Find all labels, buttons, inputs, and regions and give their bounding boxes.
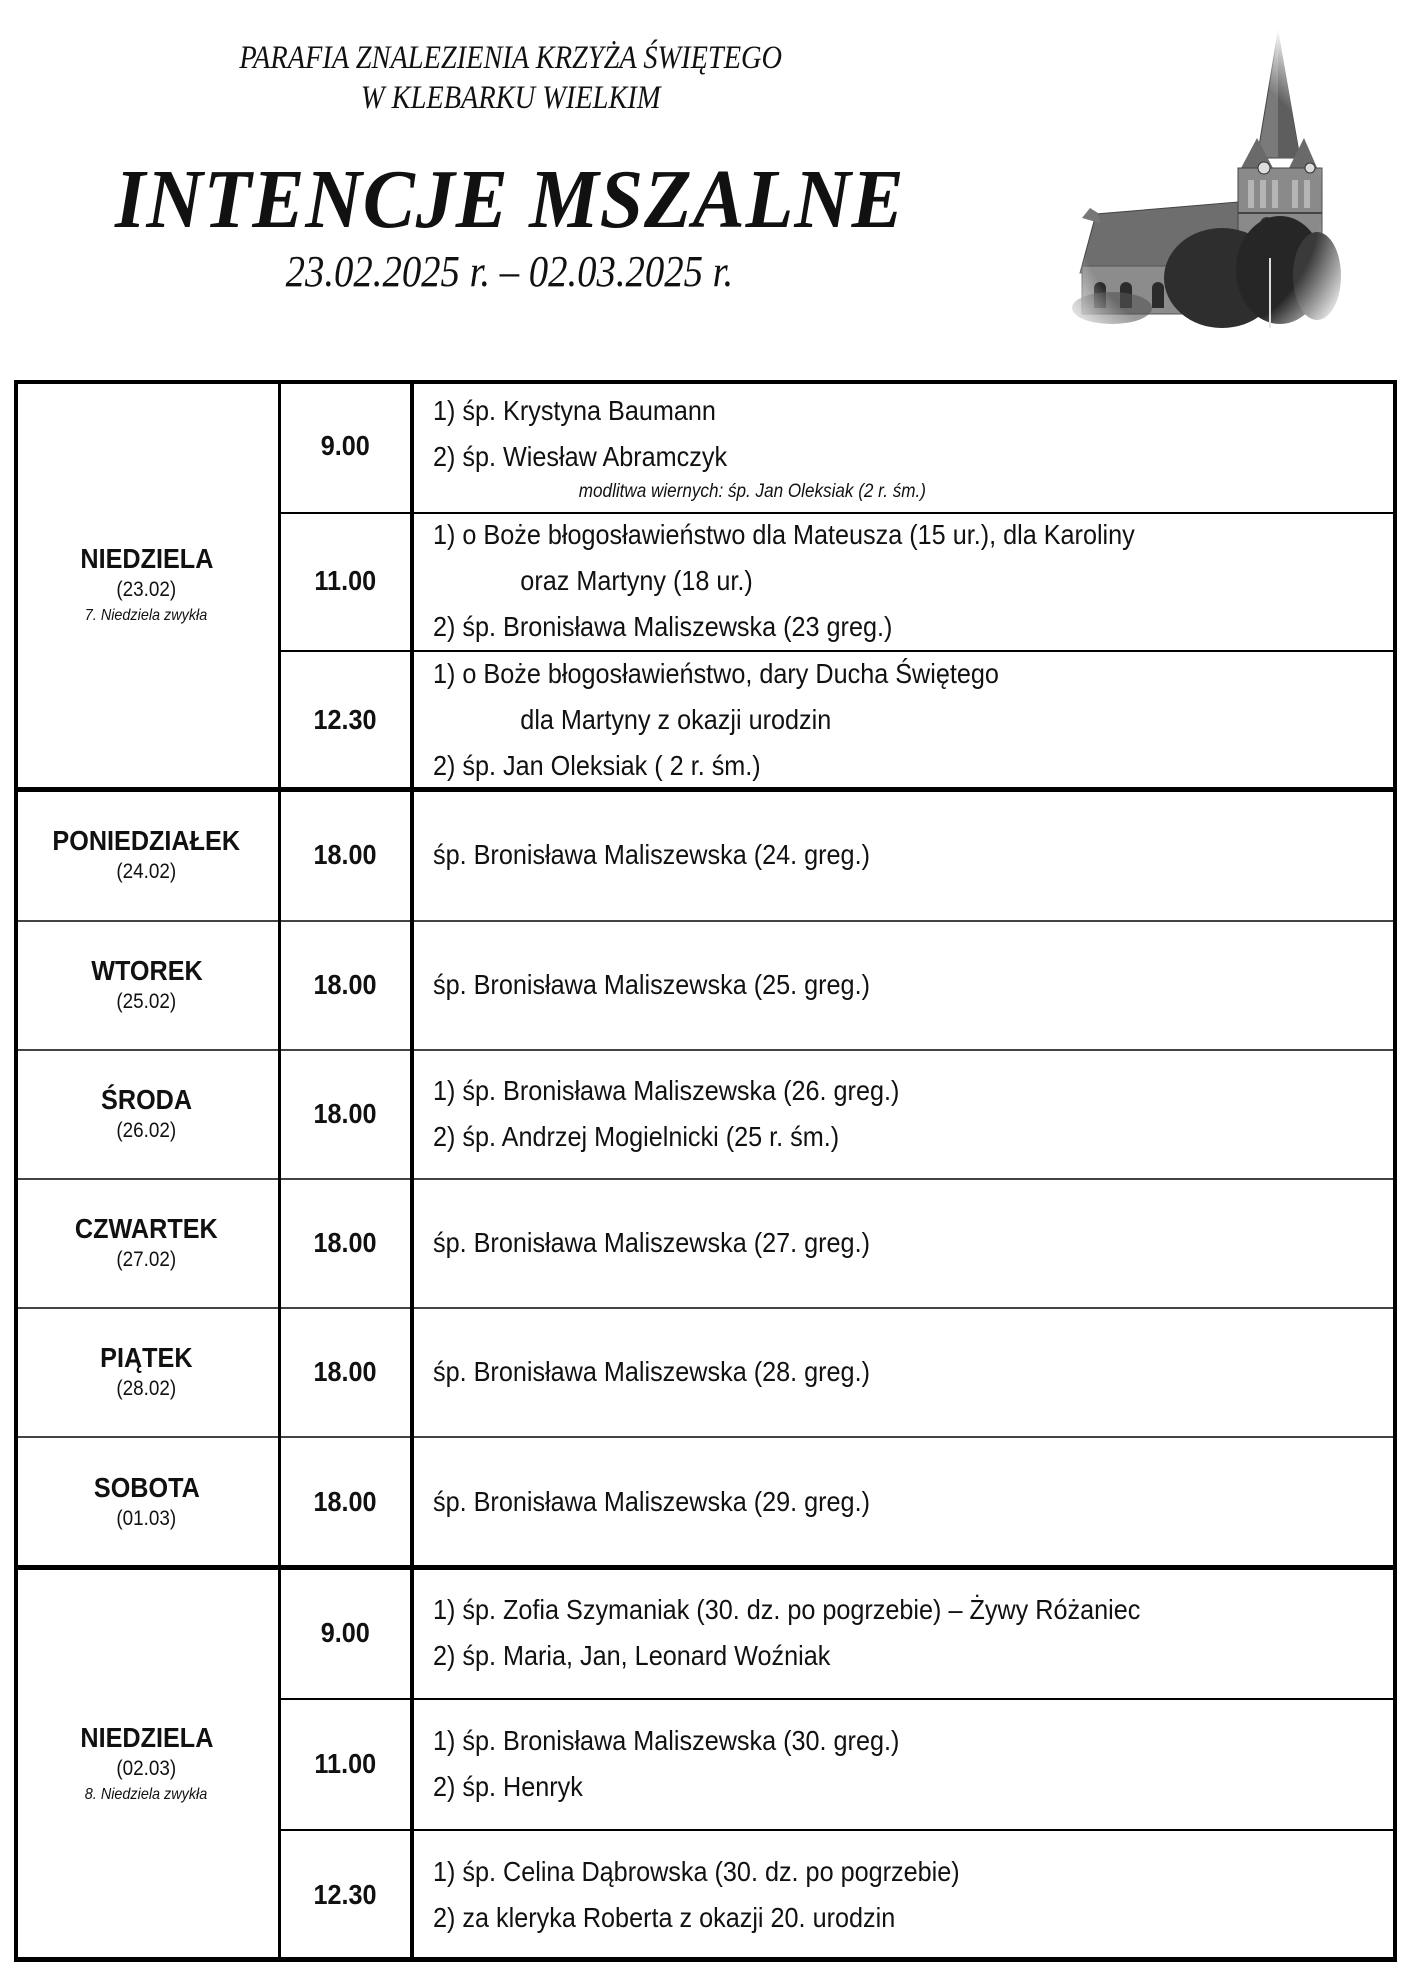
day-date: (25.02): [116, 989, 177, 1013]
mass-time: [279, 650, 412, 789]
liturgical-note: 7. Niedziela zwykła: [85, 606, 208, 624]
mass-time: [279, 512, 412, 650]
mass-time-label: 18.00: [313, 838, 378, 870]
intention-cell: [412, 380, 1397, 512]
mass-time: [279, 1307, 412, 1436]
intention-cell: [412, 920, 1397, 1049]
intention-line: śp. Bronisława Maliszewska (27. greg.): [433, 1226, 870, 1258]
intention-line: śp. Bronisława Maliszewska (29. greg.): [433, 1485, 870, 1517]
intention-line: 1) śp. Bronisława Maliszewska (26. greg.): [433, 1074, 900, 1106]
day-cell: [14, 1307, 279, 1436]
intention-cell: [412, 1829, 1397, 1961]
mass-time: [279, 789, 412, 920]
intention-cell: [412, 1436, 1397, 1567]
mass-time: [279, 1698, 412, 1829]
day-date: (27.02): [116, 1247, 177, 1271]
mass-time-label: 12.30: [313, 1879, 378, 1910]
mass-time-label: 12.30: [313, 703, 378, 735]
intention-cell: [412, 789, 1397, 920]
intention-cell: [412, 1307, 1397, 1436]
day-name: PONIEDZIAŁEK: [52, 824, 241, 856]
intention-line: 2) śp. Henryk: [433, 1770, 583, 1802]
intention-line: 1) śp. Krystyna Baumann: [433, 395, 716, 426]
mass-time-label: 11.00: [314, 565, 377, 596]
mass-time-label: 18.00: [313, 1097, 378, 1129]
row-divider: [279, 650, 1397, 652]
row-divider: [14, 1307, 1397, 1309]
church-image: [1052, 8, 1344, 330]
intention-cell: [412, 1698, 1397, 1829]
table-border-top: [14, 380, 1397, 384]
intention-line: 1) o Boże błogosławieństwo dla Mateusza (15 ur.), dla Karoliny: [433, 519, 1135, 550]
intention-cell: [412, 650, 1397, 789]
day-cell: [14, 1567, 279, 1961]
intention-line: 1) śp. Bronisława Maliszewska (30. greg.): [433, 1724, 900, 1756]
day-name: NIEDZIELA: [79, 542, 214, 574]
intention-line: śp. Bronisława Maliszewska (25. greg.): [433, 968, 870, 1000]
day-cell: [14, 1436, 279, 1567]
mass-time: [279, 380, 412, 512]
intention-line: 2) śp. Maria, Jan, Leonard Woźniak: [433, 1639, 831, 1671]
day-cell: [14, 920, 279, 1049]
column-divider-time: [410, 380, 414, 1962]
day-name: WTOREK: [90, 954, 203, 986]
day-name: ŚRODA: [100, 1083, 193, 1115]
table-border-left: [14, 380, 18, 1962]
intention-line: śp. Bronisława Maliszewska (24. greg.): [433, 838, 870, 870]
row-divider: [279, 1698, 1397, 1700]
date-range: 23.02.2025 r. – 02.03.2025 r.: [285, 247, 734, 296]
mass-time: [279, 1436, 412, 1567]
mass-time-label: 11.00: [314, 1747, 377, 1779]
mass-time: [279, 1049, 412, 1178]
intention-cell: [412, 1178, 1397, 1307]
parish-name-line-2: W KLEBARKU WIELKIM: [360, 80, 661, 116]
mass-time: [279, 920, 412, 1049]
day-date: (23.02): [116, 577, 177, 601]
intention-line: 1) śp. Celina Dąbrowska (30. dz. po pogrzebie): [433, 1856, 960, 1887]
mass-time-label: 9.00: [320, 1616, 371, 1648]
row-divider: [14, 1049, 1397, 1051]
intention-line: 2) za kleryka Roberta z okazji 20. urodzin: [433, 1902, 896, 1933]
page-title: INTENCJE MSZALNE: [115, 153, 905, 246]
day-date: (28.02): [116, 1376, 177, 1400]
parish-name: [72, 38, 949, 118]
mass-time: [279, 1178, 412, 1307]
row-divider: [14, 1436, 1397, 1438]
intention-cell: [412, 512, 1397, 650]
intention-line: śp. Bronisława Maliszewska (28. greg.): [433, 1355, 870, 1387]
day-cell: [14, 789, 279, 920]
liturgical-note: 8. Niedziela zwykła: [85, 1786, 208, 1803]
row-divider: [279, 512, 1397, 514]
row-divider: [14, 1178, 1397, 1180]
day-name: PIĄTEK: [100, 1341, 193, 1373]
row-divider: [279, 1829, 1397, 1831]
intention-line: 1) śp. Zofia Szymaniak (30. dz. po pogrzebie) – Żywy Różaniec: [433, 1593, 1141, 1625]
group-divider: [14, 1565, 1397, 1570]
mass-time-label: 18.00: [313, 968, 378, 1000]
group-divider: [14, 787, 1397, 792]
day-name: CZWARTEK: [75, 1212, 218, 1244]
mass-intentions-table: [14, 380, 1397, 1961]
intention-line: 2) śp. Bronisława Maliszewska (23 greg.): [433, 611, 893, 642]
prayer-note: modlitwa wiernych: śp. Jan Oleksiak (2 r. śm.): [578, 481, 926, 502]
intention-line: 2) śp. Andrzej Mogielnicki (25 r. śm.): [433, 1120, 840, 1152]
day-name: NIEDZIELA: [79, 1722, 214, 1753]
parish-name-line-1: PARAFIA ZNALEZIENIA KRZYŻA ŚWIĘTEGO: [239, 40, 783, 76]
mass-time-label: 18.00: [313, 1226, 378, 1258]
day-date: (02.03): [116, 1757, 177, 1780]
day-date: (01.03): [116, 1506, 177, 1530]
intention-line: 2) śp. Jan Oleksiak ( 2 r. śm.): [433, 749, 761, 781]
day-cell: [14, 1049, 279, 1178]
mass-time-label: 18.00: [313, 1355, 378, 1387]
mass-time: [279, 1829, 412, 1961]
mass-time: [279, 1567, 412, 1698]
intention-line: 1) o Boże błogosławieństwo, dary Ducha Świętego: [433, 657, 999, 689]
mass-time-label: 9.00: [320, 430, 371, 461]
table-border-bottom: [14, 1957, 1397, 1962]
day-name: SOBOTA: [93, 1471, 200, 1503]
table-border-right: [1393, 380, 1397, 1962]
day-date: (26.02): [116, 1118, 177, 1142]
mass-time-label: 18.00: [313, 1485, 378, 1517]
day-cell: [14, 1178, 279, 1307]
row-divider: [14, 920, 1397, 922]
intention-cell: [412, 1567, 1397, 1698]
day-cell: [14, 380, 279, 789]
intention-cell: [412, 1049, 1397, 1178]
intention-line: dla Martyny z okazji urodzin: [520, 703, 832, 735]
column-divider-day: [278, 380, 281, 1962]
intention-line: 2) śp. Wiesław Abramczyk: [433, 441, 728, 472]
day-date: (24.02): [116, 859, 177, 883]
intention-line: oraz Martyny (18 ur.): [520, 565, 753, 596]
